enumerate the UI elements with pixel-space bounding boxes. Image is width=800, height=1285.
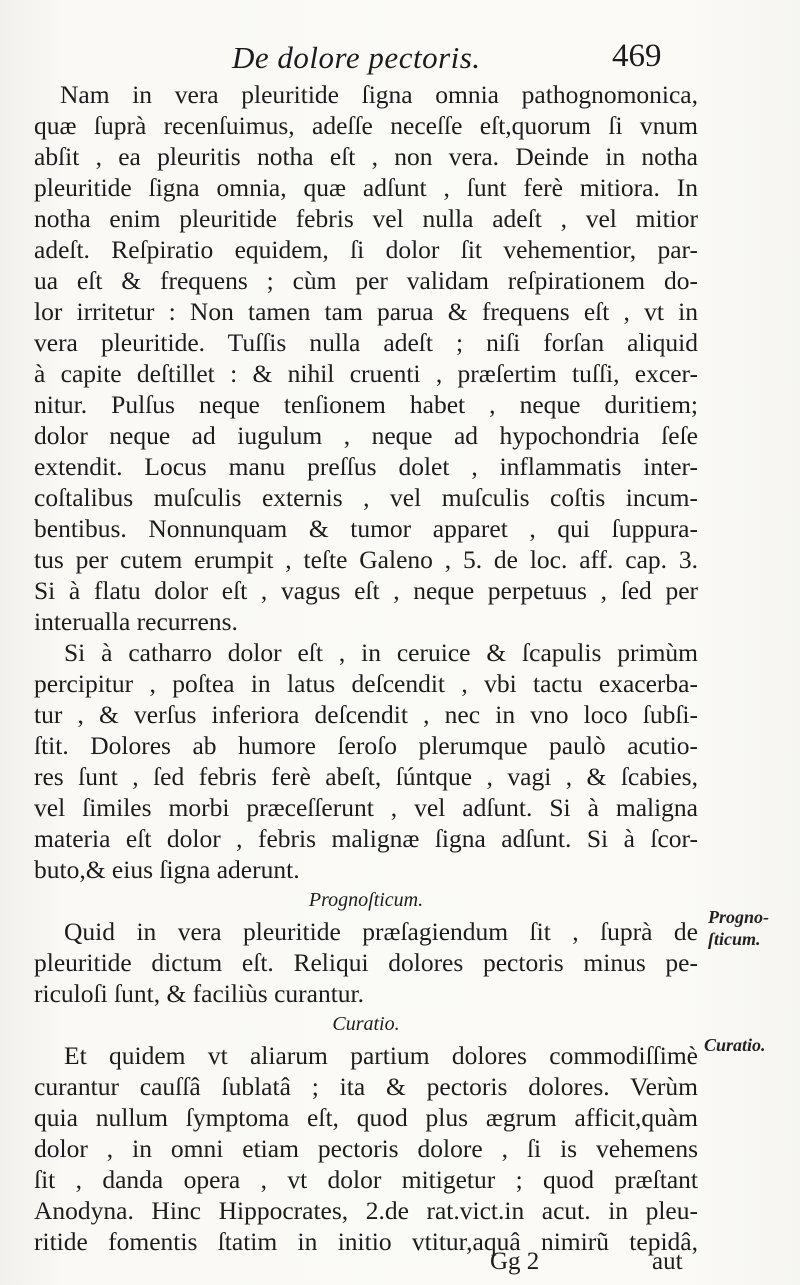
text-line: dolor , in omni etiam pectoris dolore , ſi is vehemens — [34, 1134, 698, 1163]
paragraph-pleuritis-notha — [34, 79, 698, 637]
running-title: De dolore pectoris. — [232, 40, 481, 75]
section-prognosticum — [34, 885, 698, 1009]
text-line: Anodyna. Hinc Hippocrates, 2.de rat.vict.in acut. in pleu- — [34, 1196, 698, 1225]
text-line: Quid in vera pleuritide præſagiendum ſit , ſuprà de — [64, 917, 698, 946]
text-line: percipitur , poſtea in latus deſcendit , vbi tactu exacerba- — [34, 669, 698, 698]
text-line: tur , & verſus inferiora deſcendit , nec in vno loco ſubſi- — [34, 700, 698, 729]
text-line: vel ſimiles morbi præceſſerunt , vel adſunt. Si à maligna — [34, 793, 698, 822]
text-line: quæ ſuprà recenſuimus, adeſſe neceſſe eſt,quorum ſi vnum — [34, 111, 698, 140]
text-line: bentibus. Nonnunquam & tumor apparet , qui ſuppura- — [34, 514, 698, 543]
body-text — [34, 79, 698, 1257]
text-line: Nam in vera pleuritide ſigna omnia pathognomonica, — [60, 80, 698, 109]
text-line: res ſunt , ſed febris ferè abeſt, ſúntque , vagi , & ſcabies, — [34, 762, 698, 791]
text-line: ſtit. Dolores ab humore ſeroſo plerumque paulò acutio- — [34, 731, 698, 760]
text-line: Et quidem vt aliarum partium dolores commodiſſimè — [64, 1041, 698, 1070]
text-line: tus per cutem erumpit , teſte Galeno , 5. de loc. aff. cap. 3. — [34, 545, 698, 574]
text-line: nitur. Pulſus neque tenſionem habet , neque duritiem; — [34, 390, 698, 419]
text-line: pleuritide dictum eſt. Reliqui dolores pectoris minus pe- — [34, 948, 698, 977]
margin-note-prognosticum: Progno- ſticum. — [708, 907, 770, 949]
text-line: notha enim pleuritide febris vel nulla adeſt , vel mitior — [34, 204, 698, 233]
paragraph-catarrh — [34, 637, 698, 885]
text-line: extendit. Locus manu preſſus dolet , inflammatis inter- — [34, 452, 698, 481]
text-line: buto,& eius ſigna aderunt. — [34, 855, 300, 884]
text-line: coſtalibus muſculis externis , vel muſculis coſtis incum- — [34, 483, 698, 512]
text-line: ua eſt & frequens ; cùm per validam reſpirationem do- — [34, 266, 698, 295]
text-line: pleuritide ſigna omnia, quæ adſunt , ſunt ferè mitiora. In — [34, 173, 698, 202]
text-line: ſit , danda opera , vt dolor mitigetur ; quod præſtant — [34, 1165, 698, 1194]
text-line: Si à flatu dolor eſt , vagus eſt , neque perpetuus , ſed per — [34, 576, 698, 605]
text-line: dolor neque ad iugulum , neque ad hypochondria ſeſe — [34, 421, 698, 450]
section-curatio — [34, 1009, 698, 1257]
text-line: ritide fomentis ſtatim in initio vtitur,aquâ nimirũ tepidâ, — [34, 1227, 698, 1256]
section-heading: Curatio. — [332, 1013, 400, 1035]
catchword: aut — [652, 1248, 683, 1275]
text-line: riculoſi ſunt, & faciliùs curantur. — [34, 979, 365, 1008]
margin-note-curatio: Curatio. — [704, 1035, 766, 1055]
section-heading: Prognoſticum. — [308, 889, 424, 911]
signature-mark: Gg 2 — [490, 1248, 540, 1275]
text-line: quia nullum ſymptoma eſt, quod plus ægrum afficit,quàm — [34, 1103, 698, 1132]
text-line: Si à catharro dolor eſt , in ceruice & ſcapulis primùm — [64, 638, 698, 667]
page-number: 469 — [612, 38, 662, 74]
text-line: à capite deſtillet : & nihil cruenti , præſertim tuſſi, excer- — [34, 359, 698, 388]
text-line: curantur cauſſâ ſublatâ ; ita & pectoris dolores. Verùm — [34, 1072, 698, 1101]
text-line: abſit , ea pleuritis notha eſt , non vera. Deinde in notha — [34, 142, 698, 171]
text-line: lor irritetur : Non tamen tam parua & frequens eſt , vt in — [34, 297, 698, 326]
text-line: materia eſt dolor , febris malignæ ſigna adſunt. Si à ſcor- — [34, 824, 698, 853]
text-line: vera pleuritide. Tuſſis nulla adeſt ; niſi forſan aliquid — [34, 328, 698, 357]
text-line: interualla recurrens. — [34, 607, 238, 636]
text-line: adeſt. Reſpiratio equidem, ſi dolor ſit vehementior, par- — [34, 235, 698, 264]
page-footer — [0, 1248, 800, 1282]
